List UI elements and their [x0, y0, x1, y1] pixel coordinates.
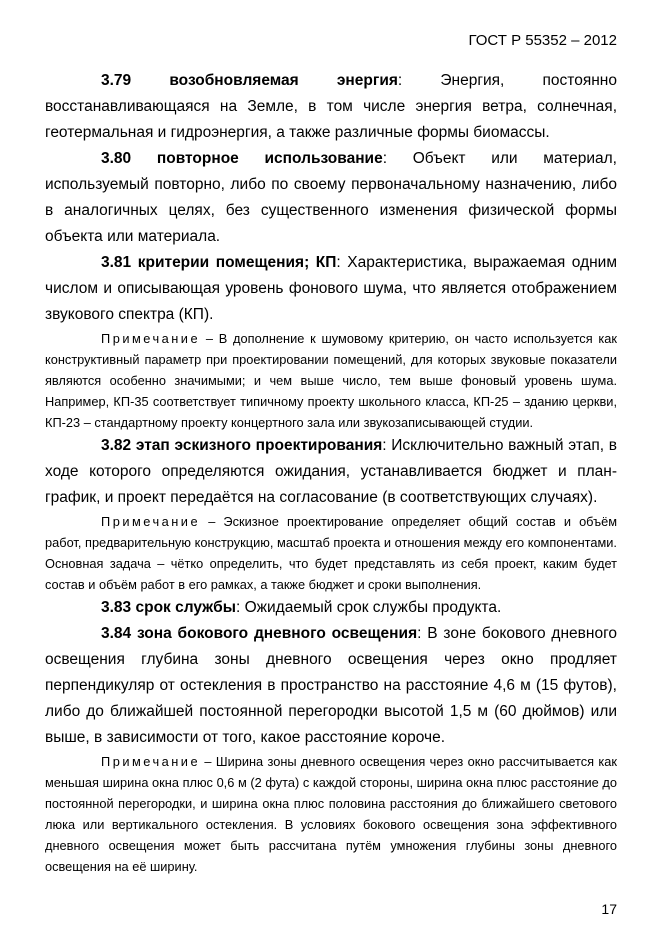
note-text: – Ширина зоны дневного освещения через окно рассчитывается как меньшая ширина окна плюс 0,6 м (2 фута) с каждой стороны, ширина окна плюс расстояние до постоянной перегородки, и ширина окна плюс половина расстояния до ближайшего светового люка или вертикального остекления. В условиях бокового освещения зона эффективного дневного освещения может быть рассчитана путём умножения глубины зоны дневного освещения на её ширину.	[45, 754, 617, 874]
page-number: 17	[601, 901, 617, 917]
note-label: Примечание	[101, 754, 201, 769]
definition-paragraph-3-83	[45, 595, 617, 621]
definition-paragraph-3-82	[45, 433, 617, 511]
definition-text: : Ожидаемый срок службы продукта.	[235, 599, 502, 616]
definition-paragraph-3-84	[45, 621, 617, 751]
definition-number: 3.83	[101, 599, 132, 616]
definition-paragraph-3-79	[45, 68, 617, 146]
definition-term: зона бокового дневного освещения	[136, 625, 418, 642]
definition-term: возобновляемая энергия	[169, 72, 398, 89]
note-paragraph-3-81	[45, 328, 617, 433]
definition-text: : Объект или материал, используемый повторно, либо по своему первоначальному назначению, либо в аналогичных целях, без существенного изменения физической формы объекта или материала.	[45, 150, 617, 245]
note-paragraph-3-82	[45, 511, 617, 595]
definition-text: : Энергия, постоянно восстанавливающаяся на Земле, в том числе энергия ветра, солнечная, геотермальная и гидроэнергия, а также различные формы биомассы.	[45, 72, 617, 141]
definition-text: : Исключительно важный этап, в ходе которого определяются ожидания, устанавливается бюджет и план-график, и проект передаётся на согласование (в соответствующих случаях).	[45, 437, 617, 506]
note-paragraph-3-84	[45, 751, 617, 877]
definition-term: критерии помещения; КП	[137, 254, 337, 271]
definition-number: 3.79	[101, 72, 132, 89]
definition-number: 3.80	[101, 150, 132, 167]
definition-paragraph-3-80	[45, 146, 617, 250]
note-text: – Эскизное проектирование определяет общий состав и объём работ, предварительную конструкцию, масштаб проекта и отношения между его компонентами. Основная задача – чётко определить, что будет представлять из себя проект, каким будет состав и объём работ в его рамках, а также бюджет и сроки выполнения.	[45, 514, 617, 592]
definition-term: повторное использование	[156, 150, 383, 167]
definition-text: : Характеристика, выражаемая одним числом и описывающая уровень фонового шума, что является отображением звукового спектра (КП).	[45, 254, 617, 323]
definition-number: 3.82	[101, 437, 132, 454]
note-label: Примечание	[101, 331, 201, 346]
definition-number: 3.84	[101, 625, 132, 642]
definition-paragraph-3-81	[45, 250, 617, 328]
document-standard-code: ГОСТ Р 55352 – 2012	[468, 32, 617, 49]
definition-term: этап эскизного проектирования	[135, 437, 383, 454]
definition-term: срок службы	[135, 599, 236, 616]
definition-number: 3.81	[101, 254, 132, 271]
definition-text: : В зоне бокового дневного освещения глубина зоны дневного освещения через окно продляет перпендикуляр от остекления в пространство на расстояние 4,6 м (15 футов), либо до ближайшей постоянной перегородки высотой 1,5 м (60 дюймов) или выше, в зависимости от того, какое расстояние короче.	[45, 625, 617, 746]
document-body	[45, 68, 617, 877]
note-text: – В дополнение к шумовому критерию, он часто используется как конструктивный параметр при проектировании помещений, для которых звуковые показатели являются особенно значимыми; и чем выше число, тем выше фоновый уровень шума. Например, КП-35 соответствует типичному проекту школьного класса, КП-25 – зданию церкви, КП-23 – стандартному проекту концертного зала или звукозаписывающей студии.	[45, 331, 617, 430]
note-label: Примечание	[101, 514, 201, 529]
